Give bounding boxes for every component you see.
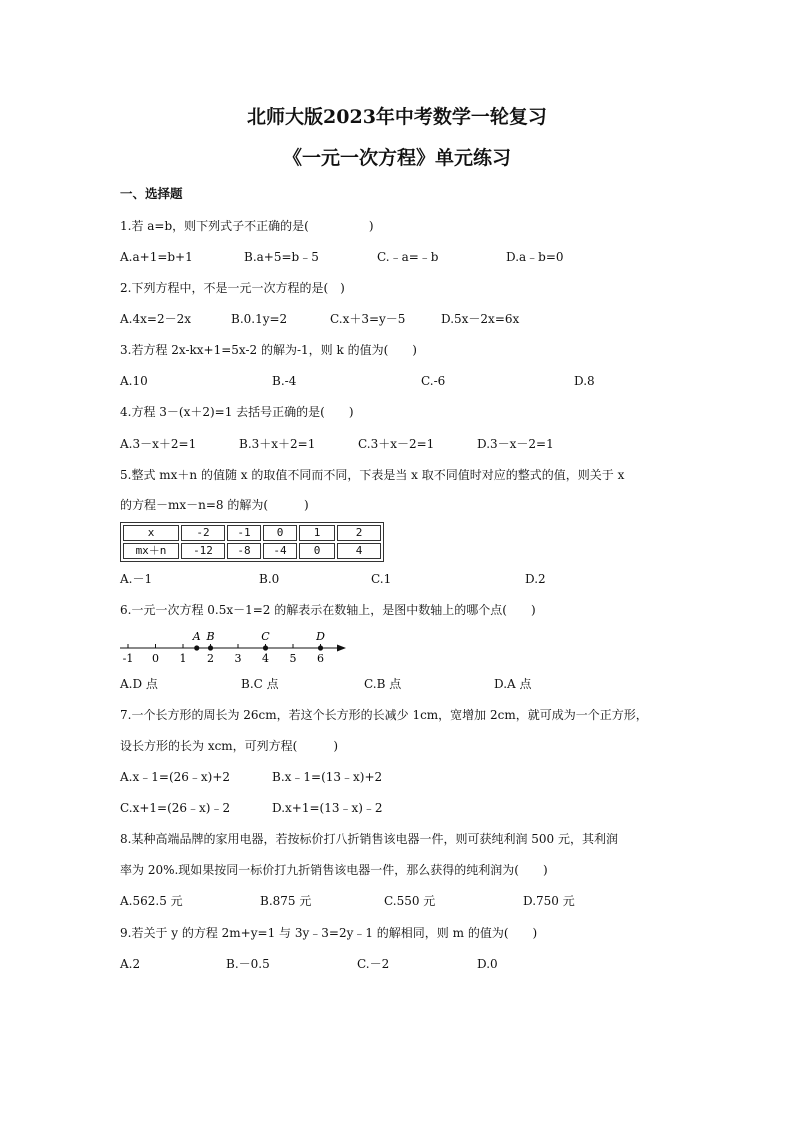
table-cell: -4	[263, 543, 297, 559]
q5-stem-line2: 的方程－mx－n=8 的解为( )	[120, 498, 309, 512]
number-line-point	[194, 645, 199, 650]
number-line-point-label: C	[261, 630, 270, 643]
q3-option-d: D.8	[574, 374, 595, 388]
q1-option-b: B.a+5=b﹣5	[244, 250, 319, 264]
q8-option-d: D.750 元	[523, 894, 575, 908]
q9-option-c: C.－2	[357, 957, 390, 971]
document-subtitle: 《一元一次方程》单元练习	[282, 147, 511, 169]
table-cell: -12	[181, 543, 225, 559]
q5-option-d: D.2	[525, 572, 546, 586]
number-line-tick-label: 3	[234, 652, 242, 665]
q7-option-d: D.x+1=(13﹣x)﹣2	[272, 801, 383, 815]
q1-option-a: A.a+1=b+1	[120, 250, 193, 264]
q5-stem-line1: 5.整式 mx＋n 的值随 x 的取值不同而不同，下表是当 x 取不同值时对应的整式的值，则关于 x	[120, 468, 625, 482]
q7-option-b: B.x﹣1=(13﹣x)+2	[272, 770, 383, 784]
q8-stem-line1: 8.某种高端品牌的家用电器，若按标价打八折销售该电器一件，则可获纯利润 500 元，其利润	[120, 832, 618, 846]
table-cell: 2	[337, 525, 381, 541]
q8-stem-line2: 率为 20%.现如果按同一标价打九折销售该电器一件，那么获得的纯利润为( )	[120, 863, 548, 877]
document-title: 北师大版2023年中考数学一轮复习	[247, 106, 547, 128]
table-cell: 1	[299, 525, 335, 541]
number-line-tick-label: 2	[207, 652, 214, 665]
table-cell: 4	[337, 543, 381, 559]
table-cell: 0	[263, 525, 297, 541]
number-line-tick-label: 1	[179, 652, 187, 665]
q6-option-b: B.C 点	[241, 677, 279, 691]
q5-option-a: A.－1	[120, 572, 153, 586]
number-line	[116, 626, 356, 668]
q9-stem: 9.若关于 y 的方程 2m+y=1 与 3y﹣3=2y﹣1 的解相同，则 m 的值为( )	[120, 926, 538, 940]
q9-option-b: B.－0.5	[226, 957, 270, 971]
table-cell: mx＋n	[123, 543, 179, 559]
value-table	[120, 522, 384, 562]
q8-option-b: B.875 元	[260, 894, 312, 908]
q3-option-a: A.10	[120, 374, 148, 388]
q9-option-d: D.0	[477, 957, 498, 971]
q7-stem-line2: 设长方形的长为 xcm，可列方程( )	[120, 739, 339, 753]
table-row	[123, 525, 381, 541]
number-line-point-label: B	[206, 630, 215, 643]
table-cell: -1	[227, 525, 261, 541]
q6-option-c: C.B 点	[364, 677, 402, 691]
q9-option-a: A.2	[120, 957, 141, 971]
q5-option-b: B.0	[259, 572, 280, 586]
q4-option-b: B.3＋x＋2=1	[239, 437, 316, 451]
q3-option-c: C.-6	[421, 374, 446, 388]
number-line-tick-label: 4	[262, 652, 269, 665]
q2-option-c: C.x＋3=y－5	[330, 312, 406, 326]
q5-option-c: C.1	[371, 572, 392, 586]
number-line-tick-label: 0	[152, 652, 159, 665]
number-line-tick-label: 6	[317, 652, 324, 665]
table-cell: -2	[181, 525, 225, 541]
q7-stem-line1: 7.一个长方形的周长为 26cm，若这个长方形的长减少 1cm，宽增加 2cm，就可成为一个正方形，	[120, 708, 648, 722]
q4-option-a: A.3－x＋2=1	[120, 437, 197, 451]
q3-stem: 3.若方程 2x-kx+1=5x-2 的解为-1，则 k 的值为( )	[120, 343, 417, 357]
number-line-tick-label: -1	[122, 652, 134, 665]
q6-option-a: A.D 点	[120, 677, 158, 691]
section-heading: 一、选择题	[120, 186, 183, 201]
q6-option-d: D.A 点	[494, 677, 532, 691]
q2-stem: 2.下列方程中，不是一元一次方程的是( )	[120, 281, 345, 295]
q1-option-c: C.﹣a=﹣b	[377, 250, 439, 264]
q1-stem: 1.若 a=b，则下列式子不正确的是( )	[120, 219, 374, 233]
q8-option-c: C.550 元	[384, 894, 436, 908]
q3-option-b: B.-4	[272, 374, 297, 388]
table-cell: -8	[227, 543, 261, 559]
number-line-point	[263, 645, 268, 650]
q6-stem: 6.一元一次方程 0.5x－1=2 的解表示在数轴上，是图中数轴上的哪个点( )	[120, 603, 536, 617]
number-line-point-label: A	[192, 630, 201, 643]
q2-option-d: D.5x－2x=6x	[441, 312, 520, 326]
q1-option-d: D.a﹣b=0	[506, 250, 564, 264]
q4-stem: 4.方程 3－(x＋2)=1 去括号正确的是( )	[120, 405, 354, 419]
number-line-point-label: D	[316, 630, 325, 643]
q2-option-a: A.4x=2－2x	[120, 312, 191, 326]
number-line-tick-label: 5	[289, 652, 297, 665]
table-cell: x	[123, 525, 179, 541]
q7-option-c: C.x+1=(26﹣x)﹣2	[120, 801, 231, 815]
q4-option-c: C.3＋x－2=1	[358, 437, 435, 451]
number-line-point	[318, 645, 323, 650]
q4-option-d: D.3－x－2=1	[477, 437, 554, 451]
q7-option-a: A.x﹣1=(26﹣x)+2	[120, 770, 231, 784]
number-line-point	[208, 645, 213, 650]
table-cell: 0	[299, 543, 335, 559]
q8-option-a: A.562.5 元	[120, 894, 183, 908]
q2-option-b: B.0.1y=2	[231, 312, 288, 326]
number-line-arrow	[337, 645, 346, 652]
table-row	[123, 543, 381, 559]
